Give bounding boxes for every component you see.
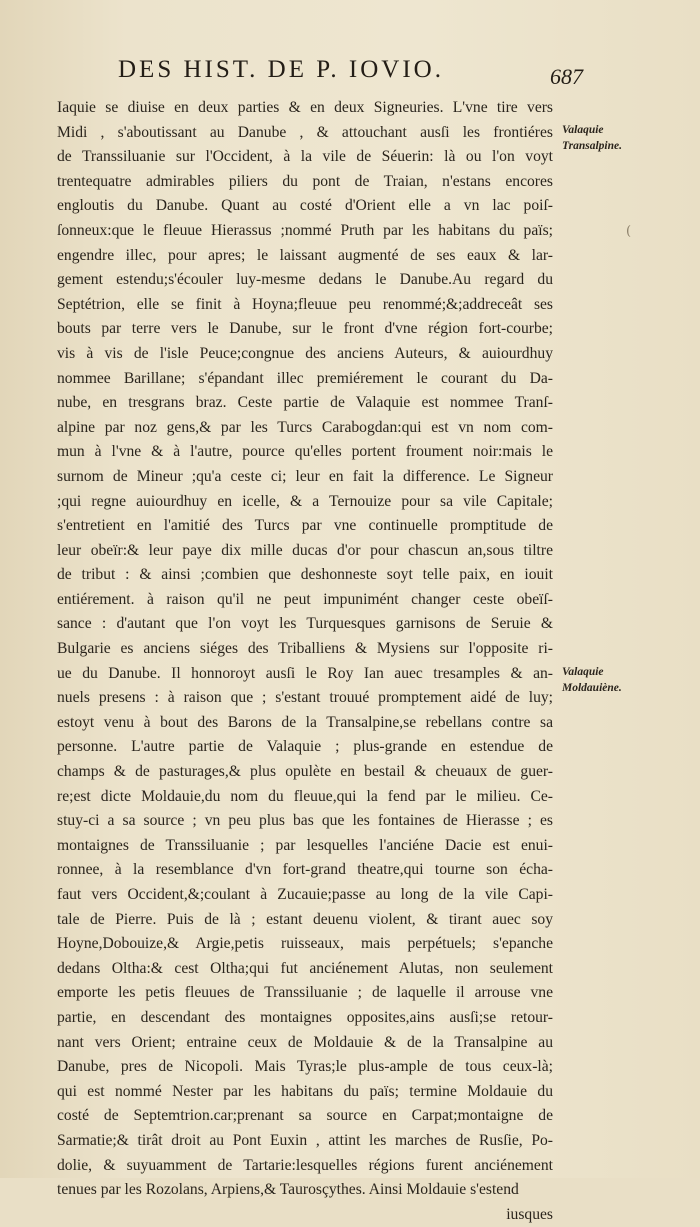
text-line: Danube, pres de Nicopoli. Mais Tyras;le plus-ample de tous ceux-là;	[57, 1058, 553, 1076]
text-line: partie, en descendant des montaignes opposites,ains ausſi;se retour-	[57, 1008, 553, 1026]
text-line: vis à vis de l'isle Peuce;congnue des anciens Auteurs, & auiourdhuy	[57, 344, 553, 362]
text-line: montaignes de Transsiluanie ; par lesquelles l'anciéne Dacie est enui-	[57, 836, 553, 854]
margin-note-transalpine: Valaquie Transalpine.	[562, 124, 622, 152]
text-line: personne. L'autre partie de Valaquie ; plus-grande en estendue de	[57, 738, 553, 756]
text-line: qui est nommé Nester par les habitans du païs; termine Moldauie du	[57, 1082, 553, 1100]
page-number: 687	[550, 64, 583, 89]
text-line: alpine par noz gens,& par les Turcs Carabogdan:qui est vn nom com-	[57, 418, 553, 436]
text-line: nube, en tresgrans braz. Ceste partie de Valaquie est nommee Tranſ-	[57, 394, 553, 412]
text-line: de tribut : & ainsi ;combien que deshonneste soyt telle paix, en iouit	[57, 566, 553, 584]
text-line: ſonneux:que le fleuue Hierassus ;nommé Pruth par les habitans du païs;	[57, 221, 553, 239]
page-header	[0, 54, 700, 94]
text-line: Bulgarie es anciens siéges des Triballiens & Mysiens sur l'opposite ri-	[57, 640, 553, 658]
text-line: de Transsiluanie sur l'Occident, à la vile de Séuerin: là ou l'on voyt	[57, 148, 553, 166]
text-line: estoyt venu à bout des Barons de la Transalpine,se rebellans contre sa	[57, 713, 553, 731]
text-line: dedans Oltha:& cest Oltha;qui fut anciénement Alutas, non seulement	[57, 959, 553, 977]
text-line: gement estendu;s'écouler luy-mesme dedans le Danube.Au regard du	[57, 271, 553, 289]
text-line: nuels presens : à raison que ; s'estant trouué promptement aidé de luy;	[57, 689, 553, 707]
text-line: stuy-ci a sa source ; vn peu plus bas que les fontaines de Hierasse ; es	[57, 812, 553, 830]
margin-note-moldauiene: Valaquie Moldauiène.	[562, 666, 622, 694]
text-line: ue du Danube. Il honnoroyt ausſi le Roy Ian auec tresamples & an-	[57, 664, 553, 682]
text-line: leur obeïr:& leur paye dix mille ducas d'or pour chascun an,sous tiltre	[57, 541, 553, 559]
text-line: Hoyne,Dobouize,& Argie,petis ruisseaux, mais perpétuels; s'epanche	[57, 935, 553, 953]
text-line: s'entretient en l'amitié des Turcs par vne continuelle promptitude de	[57, 517, 553, 535]
text-line: Septétrion, elle se finit à Hoyna;fleuue peu renommé;&;addreceât ses	[57, 295, 553, 313]
text-line: engloutis du Danube. Quant au costé d'Orient elle a vn lac poiſ-	[57, 197, 553, 215]
catchword: iusques	[506, 1205, 553, 1223]
text-line: emporte les petis fleuues de Transsiluanie ; de laquelle il arrouse vne	[57, 984, 553, 1002]
text-line: bouts par terre vers le Danube, sur le front d'vne région fort-courbe;	[57, 320, 553, 338]
text-line: tenues par les Rozolans, Arpiens,& Taurosçythes. Ainsi Moldauie s'estend	[57, 1181, 519, 1199]
text-line: mun à l'vne & à l'autre, pource qu'elles portent froument noir:mais le	[57, 443, 553, 461]
text-line: engendre illec, pour apres; le laissant augmenté de ses eaux & lar-	[57, 246, 553, 264]
text-line: Midi , s'aboutissant au Danube , & attouchant ausſi les frontiéres	[57, 123, 553, 141]
text-line: Iaquie se diuise en deux parties & en deux Signeuries. L'vne tire vers	[57, 99, 553, 116]
text-line: entiérement. à raison qu'il ne peut impunimént changer ceste obeïſ-	[57, 590, 553, 608]
text-line: costé de Septemtrion.car;prenant sa source en Carpat;montaigne de	[57, 1107, 553, 1125]
text-line: nommee Barillane; s'épandant illec premiérement le courant du Da-	[57, 369, 553, 387]
text-line: champs & de pasturages,& plus opulète en bestail & cheuaux de guer-	[57, 763, 553, 781]
text-line: surnom de Mineur ;qu'a ceste ci; leur en fait la difference. Le Signeur	[57, 467, 553, 485]
margin-mark: (	[626, 224, 632, 239]
text-line: ronnee, à la resemblance d'vn fort-grand theatre,qui tourne son écha-	[57, 861, 553, 879]
text-line: sance : d'autant que l'on voyt les Turquesques garnisons de Seruie &	[57, 615, 553, 633]
text-line: re;est dicte Moldauie,du nom du fleuue,qui la fend par le milieu. Ce-	[57, 787, 553, 805]
running-head: DES HIST. DE P. IOVIO.	[118, 56, 444, 83]
text-line: Sarmatie;& tirât droit au Pont Euxin , attint les marches de Rusſie, Po-	[57, 1131, 553, 1149]
text-line: trentequatre admirables piliers du pont de Traian, n'estans encores	[57, 172, 553, 190]
text-line: ;qui regne auiourdhuy en icelle, & a Ternouize pour sa vile Capitale;	[57, 492, 553, 510]
body-text	[57, 96, 553, 1227]
text-line: faut vers Occident,&;coulant à Zucauie;passe au long de la vile Capi-	[57, 886, 553, 903]
text-line: tale de Pierre. Puis de là ; estant deuenu violent, & tirant auec soy	[57, 910, 553, 928]
text-line: nant vers Orient; entraine ceux de Moldauie & de la Transalpine au	[57, 1033, 553, 1051]
text-line: dolie, & suyuamment de Tartarie:lesquelles régions furent anciénement	[57, 1156, 553, 1174]
